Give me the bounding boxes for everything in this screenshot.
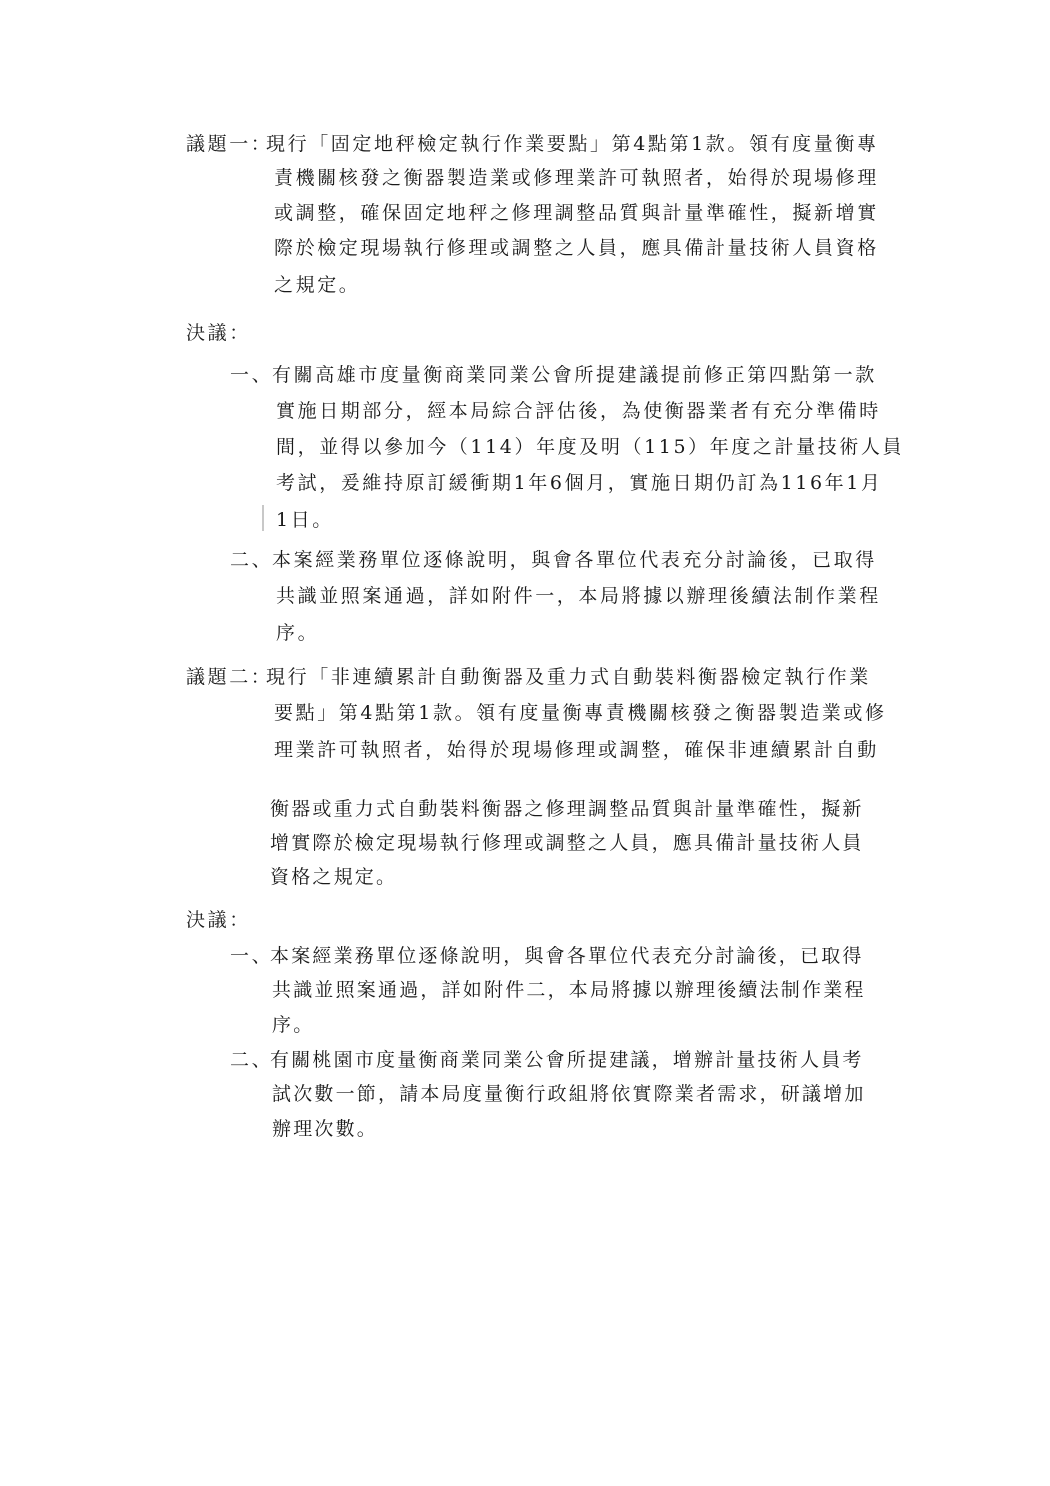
resolution2-item2-line-1: 有關桃園市度量衡商業同業公會所提建議，增辦計量技術人員考	[270, 1049, 864, 1071]
resolution2-item1-line-3: 序。	[272, 1014, 315, 1036]
resolution1-item1-number: 一、	[230, 364, 274, 386]
issue2-line-1: 現行「非連續累計自動衡器及重力式自動裝料衡器檢定執行作業	[266, 666, 871, 688]
resolution2-item2-number: 二、	[230, 1049, 274, 1071]
resolution1-item1-line-3: 間，並得以參加今（114）年度及明（115）年度之計量技術人員	[276, 436, 905, 458]
resolution1-item1-line-4: 考試，爰維持原訂緩衝期1年6個月，實施日期仍訂為116年1月	[276, 472, 883, 494]
resolution1-item1-line-2: 實施日期部分，經本局綜合評估後，為使衡器業者有充分準備時	[276, 400, 881, 422]
resolution1-item1-line-5: 1日。	[276, 509, 334, 531]
issue1-label: 議題一：	[186, 133, 273, 155]
scan-mark	[262, 505, 264, 531]
resolution2-item1-line-2: 共識並照案通過，詳如附件二，本局將據以辦理後續法制作業程	[272, 979, 866, 1001]
resolution2-item1-line-1: 本案經業務單位逐條說明，與會各單位代表充分討論後，已取得	[270, 945, 864, 967]
issue1-line-2: 責機關核發之衡器製造業或修理業許可執照者，始得於現場修理	[274, 167, 879, 189]
issue2-line-2: 要點」第4點第1款。領有度量衡專責機關核發之衡器製造業或修	[274, 702, 887, 724]
resolution2-item2-line-3: 辦理次數。	[272, 1118, 379, 1140]
issue2-line-4: 衡器或重力式自動裝料衡器之修理調整品質與計量準確性，擬新	[270, 798, 864, 820]
issue2-label: 議題二：	[186, 666, 273, 688]
resolution1-item2-line-1: 本案經業務單位逐條說明，與會各單位代表充分討論後，已取得	[272, 549, 877, 571]
issue1-line-3: 或調整，確保固定地秤之修理調整品質與計量準確性，擬新增實	[274, 202, 879, 224]
issue1-line-5: 之規定。	[274, 274, 361, 296]
resolution1-item2-number: 二、	[230, 549, 274, 571]
resolution1-item2-line-3: 序。	[276, 622, 320, 644]
resolution1-label: 決議：	[186, 322, 251, 344]
issue2-line-5: 增實際於檢定現場執行修理或調整之人員，應具備計量技術人員	[270, 832, 864, 854]
resolution2-item1-number: 一、	[230, 945, 274, 967]
resolution1-item2-line-2: 共識並照案通過，詳如附件一，本局將據以辦理後續法制作業程	[276, 585, 881, 607]
resolution1-item1-line-1: 有關高雄市度量衡商業同業公會所提建議提前修正第四點第一款	[272, 364, 877, 386]
issue2-line-6: 資格之規定。	[270, 866, 398, 888]
issue1-line-4: 際於檢定現場執行修理或調整之人員，應具備計量技術人員資格	[274, 237, 879, 259]
issue2-line-3: 理業許可執照者，始得於現場修理或調整，確保非連續累計自動	[274, 739, 879, 761]
issue1-line-1: 現行「固定地秤檢定執行作業要點」第4點第1款。領有度量衡專	[266, 133, 879, 155]
resolution2-item2-line-2: 試次數一節，請本局度量衡行政組將依實際業者需求，研議增加	[272, 1083, 866, 1105]
resolution2-label: 決議：	[186, 909, 251, 931]
